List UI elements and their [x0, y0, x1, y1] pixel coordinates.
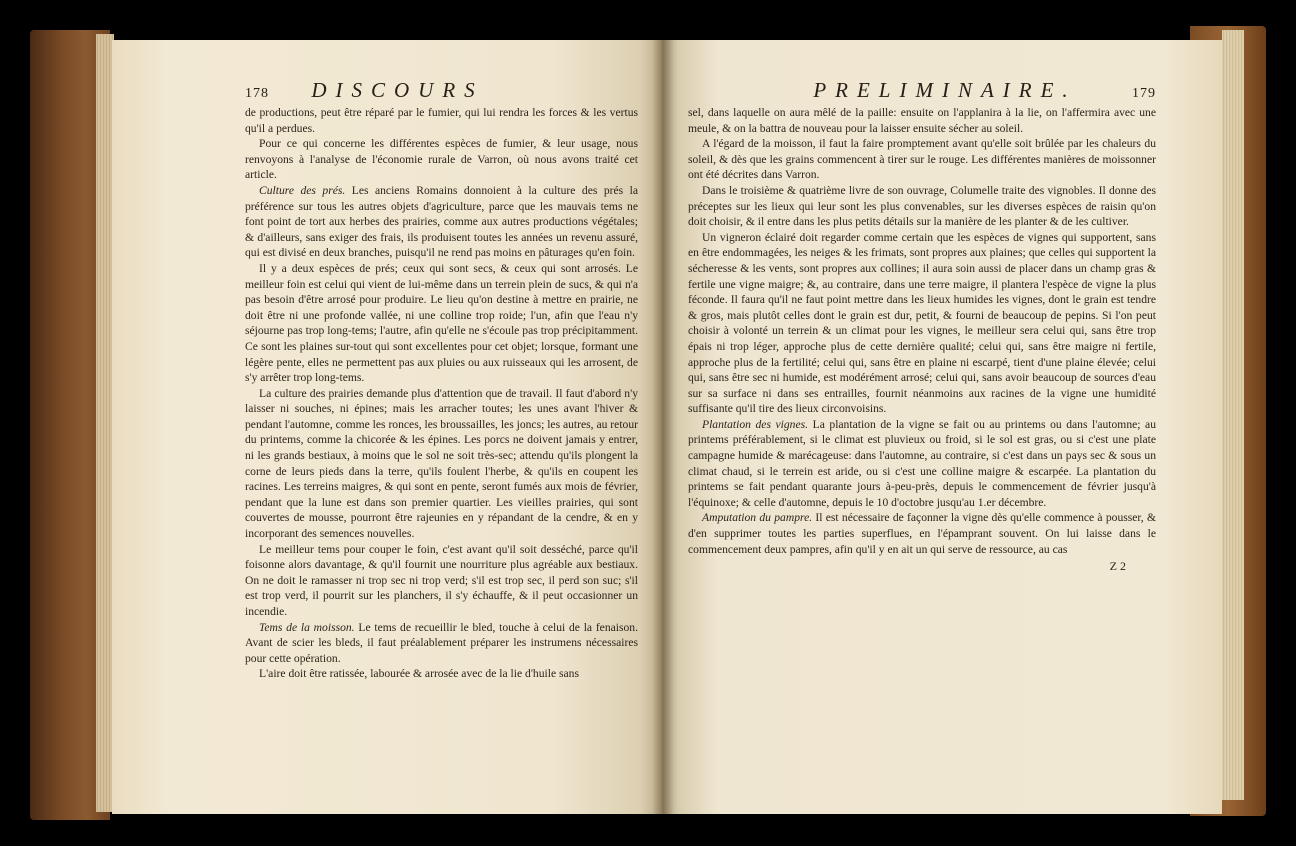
paragraph: Tems de la moisson. Le tems de recueillir le bled, touche à celui de la fenaison. Avant de scier les bleds, il faut préalablement préparer les instrumens nécessaires pour cette opération.: [245, 620, 639, 665]
paragraph: Plantation des vignes. La plantation de la vigne se fait ou au printems ou dans l'automne; au printems préférablement, si le climat est pluvieux ou froid, si le sol est gras, ou si c'est une plate campagne humide & marécageuse: dans l'automne, au contraire, si c'est dans un pays sec & sous un climat chaud, si le terrein est aride, ou si c'est une colline maigre & escarpée. La plantation du printems se fait pendant quarante jours à-peu-près, depuis le commencement de février jusqu'à l'équinoxe; & celle d'automne, depuis le 10 d'octobre jusqu'au 1.er décembre.: [688, 417, 1156, 509]
paragraph: Pour ce qui concerne les différentes espèces de fumier, & leur usage, nous renvoyons à l'analyse de l'économie rurale de Varron, où nous avons traité cet article.: [245, 137, 638, 182]
paragraph: Il y a deux espèces de prés; ceux qui sont secs, & ceux qui sont arrosés. Le meilleur foin est celui qui vient de lui-même dans un terrein plein de sucs, & qui n'a pas besoin d'être arrosé pour produire. Le lieu qu'on destine à mettre en prairie, ne doit être ni une profonde vallée, ni une colline trop roide; l'un, afin que l'eau n'y séjourne pas trop long-tems; l'autre, afin qu'elle ne s'écoule pas trop précipitamment. Ce sont les plaines sur-tout qui sont excellentes pour cet objet; lorsque, formant une légère pente, elles ne permettent pas aux pluies ou aux ruisseaux qui les arrosent, de s'y arrêter trop long-tems.: [245, 261, 638, 385]
section-heading: Amputation du pampre.: [702, 511, 813, 525]
paragraph: Le meilleur tems pour couper le foin, c'est avant qu'il soit desséché, parce qu'il foisonne alors davantage, & qu'il fournit une nourriture plus agréable aux bestiaux. On ne doit le ramasser ni trop sec ni trop verd; s'il est trop sec, il perd son suc; s'il est trop verd, il pourrit sur les planchers, il s'y échauffe, & il peut occasionner un incendie.: [245, 542, 638, 618]
book-gutter: [652, 40, 674, 814]
paragraph: Un vigneron éclairé doit regarder comme certain que les espèces de vignes qui supportent, sans en être endommagées, les neiges & les frimats, sont propres aux plaines; que celles qui supportent la sécheresse & les vents, sont propres aux collines; il aura soin aussi de placer dans un champ gras & fertile une vigne maigre; &, au contraire, dans une terre maigre, il plantera l'espèce de vigne la plus féconde. Il faura qu'il ne faut point mettre dans les lieux humides les vignes, dont le grain est tendre & gros, mais plutôt celles dont le grain est dur, petit, & fourni de beaucoup de pepins. Si l'on peut choisir à volonté un terrein & un climat pour les vignes, le meilleur sera celui qui, sans être trop épais ni trop léger, approche plus de cette dernière qualité; celui qui, sans être maigre ni fertile, approche plus de la fertilité; celui qui, sans être en plaine ni escarpé, tient d'une plaine élevée; celui qui, sans être sec ni humide, est modérément arrosé; celui qui, sans avoir beaucoup de sources d'eau sur sa surface ni dans ses entrailles, fournit néanmoins aux racines de la vigne une humidité suffisante qu'il tire des lieux circonvoisins.: [688, 230, 1156, 416]
page-edges-right: [1222, 30, 1244, 800]
section-heading: Plantation des vignes.: [702, 417, 809, 431]
left-page: [112, 40, 662, 814]
page-number: 179: [1132, 86, 1156, 101]
paragraph: de productions, peut être réparé par le fumier, qui lui rendra les forces & les vertus qu'il a perdues.: [245, 106, 638, 135]
paragraph: sel, dans laquelle on aura mêlé de la paille: ensuite on l'applanira à la lie, on l'affermira avec une meule, & on la battra de nouveau pour la laisser ensuite sécher au soleil.: [688, 106, 1156, 135]
paragraph: Dans le troisième & quatrième livre de son ouvrage, Columelle traite des vignobles. Il donne des préceptes sur les lieux qui leur sont les plus convenables, sur les diverses espèces de raisin qu'on doit choisir, & il entre dans les plus petits détails sur la manière de les planter & de les cultiver.: [688, 183, 1156, 229]
paragraph: L'aire doit être ratissée, labourée & arrosée avec de la lie d'huile sans: [259, 667, 579, 681]
right-running-head: [688, 78, 1156, 103]
paragraph: Culture des prés. Les anciens Romains donnoient à la culture des prés la préférence sur tous les autres objets d'agriculture, parce que les mauvais tems ne font point de tort aux herbes des prairies, comme aux autres productions végétales; & d'ailleurs, sans exiger des frais, ils produisent toutes les années un revenu assuré, qui est divisé en deux branches, puisqu'il ne rend pas moins en pâturages qu'en foin.: [245, 183, 638, 260]
right-page-text: [688, 105, 1156, 557]
paragraph: La culture des prairies demande plus d'attention que de travail. Il faut d'abord n'y laisser ni souches, ni épines; mais les arracher toutes; les unes avant l'hiver & pendant l'automne, comme les ronces, les broussailles, les joncs; les autres, au retour du printems, comme la chicorée & les épines. Les porcs ne doivent jamais y entrer, ni les grands bestiaux, à moins que le sol ne soit très-sec; attendu qu'ils plongent la corne de leurs pieds dans la terre, qu'ils foulent l'herbe, & qu'ils en coupent les racines. Les terreins maigres, & qui sont en pente, seront fumés aux mois de février, pendant que la lune est dans son premier quartier. Les vieilles prairies, qui sont couvertes de mousse, pourront être rajeunies en y répandant de la cendre, & en y incorporant des semences nouvelles.: [245, 386, 638, 541]
section-heading: Culture des prés.: [259, 183, 346, 197]
running-title: DISCOURS: [311, 78, 484, 102]
left-running-head: [245, 78, 638, 103]
paragraph: Amputation du pampre. Il est nécessaire de façonner la vigne dès qu'elle commence à pousser, & d'en supprimer toutes les parties superflues, en l'épamprant souvent. On lui laisse dans le commencement deux pampres, afin qu'il y en ait un qui serve de ressource, au cas: [688, 511, 1156, 556]
left-page-text: [245, 105, 638, 682]
running-title: PRELIMINAIRE.: [813, 78, 1077, 102]
right-page: [662, 40, 1222, 814]
page-number: 178: [245, 86, 269, 101]
signature-mark: Z 2: [1109, 559, 1126, 574]
paragraph: A l'égard de la moisson, il faut la faire promptement avant qu'elle soit brûlée par les chaleurs du soleil, & dès que les grains commencent à tirer sur le rouge. Les différentes manières de moissonner ont été décrites dans Varron.: [688, 137, 1156, 182]
section-heading: Tems de la moisson.: [259, 620, 355, 634]
